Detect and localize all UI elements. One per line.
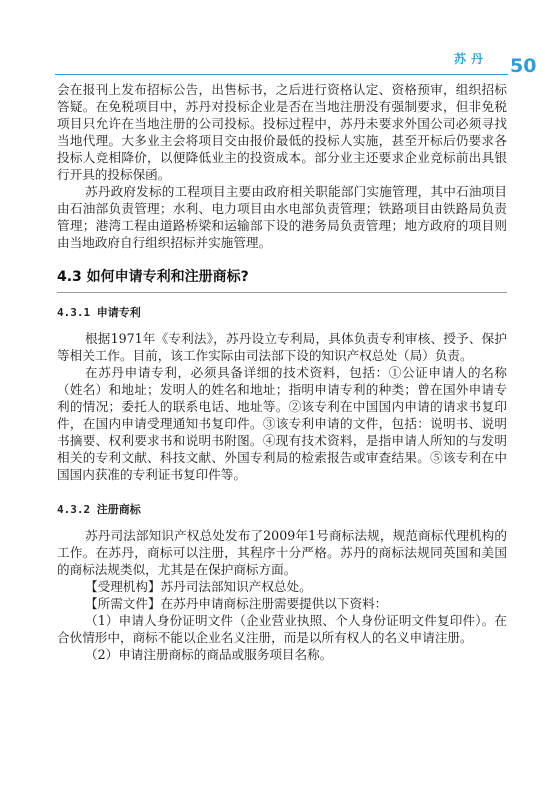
paragraph-patent-requirements: 在苏丹申请专利，必须具备详细的技术资料，包括：①公证申请人的名称（姓名）和地址；发明人的姓名和地址；指明申请专利的种类；曾在国外申请专利的情况；委托人的联系电话、地址等。②该专利在中国国内申请的请求书复印件，在国内申请受理通知书复印件。③该专利申请的文件，包括：说明书、说明书摘要、权利要求书和说明书附图。④现有技术资料，是指申请人所知的与发明相关的专利文献、科技文献、外国专利局的检索报告或审查结果。⑤该专利在中国国内获准的专利证书复印件等。 <box>57 365 507 482</box>
running-header-country: 苏丹 <box>454 52 489 66</box>
subsection-heading-trademark: 4.3.2 注册商标 <box>57 503 141 516</box>
paragraph-project-management: 苏丹政府发标的工程项目主要由政府相关职能部门实施管理，其中石油项目由石油部负责管理；水利、电力项目由水电部负责管理；铁路项目由铁路局负责管理；港湾工程由道路桥梁和运输部下设的港务局负责管理；地方政府的项目则由当地政府自行组织招标并实施管理。 <box>57 184 507 250</box>
paragraph-trademark-regulation: 苏丹司法部知识产权总处发布了2009年1号商标法规，规范商标代理机构的工作。在苏丹，商标可以注册，其程序十分严格。苏丹的商标法规同英国和美国的商标法规类似，尤其是在保护商标方面。 <box>57 528 507 577</box>
section-divider <box>57 292 507 293</box>
section-heading-patent-trademark: 4.3 如何申请专利和注册商标? <box>57 269 249 285</box>
paragraph-trademark-item-1: （1）申请人身份证明文件（企业营业执照、个人身份证明文件复印件）。在合伙情形中，商标不能以企业名义注册，而是以所有权人的名义申请注册。 <box>57 613 507 645</box>
subsection-heading-patent: 4.3.1 申请专利 <box>57 306 141 319</box>
paragraph-tendering-process: 会在报刊上发布招标公告，出售标书，之后进行资格认定、资格预审，组织招标答疑。在免税项目中，苏丹对投标企业是否在当地注册没有强制要求，但非免税项目只允许在当地注册的公司投标。投标过程中，苏丹未要求外国公司必须寻找当地代理。大多业主会将项目交由报价最低的投标人实施，甚至开标后仍要求各投标人竞相降价，以便降低业主的投资成本。部分业主还要求企业竞标前出具银行开具的投标保函。 <box>57 82 507 182</box>
page-number: 50 <box>510 55 537 77</box>
paragraph-patent-law: 根据1971年《专利法》，苏丹设立专利局，具体负责专利审核、授予、保护等相关工作。目前，该工作实际由司法部下设的知识产权总处（局）负责。 <box>57 331 507 363</box>
paragraph-trademark-authority: 【受理机构】苏丹司法部知识产权总处。 <box>85 579 312 594</box>
page-body <box>57 81 507 663</box>
header-divider <box>55 74 508 75</box>
paragraph-trademark-item-2: （2）申请注册商标的商品或服务项目名称。 <box>85 647 333 662</box>
paragraph-trademark-documents: 【所需文件】在苏丹申请商标注册需要提供以下资料： <box>85 596 388 611</box>
